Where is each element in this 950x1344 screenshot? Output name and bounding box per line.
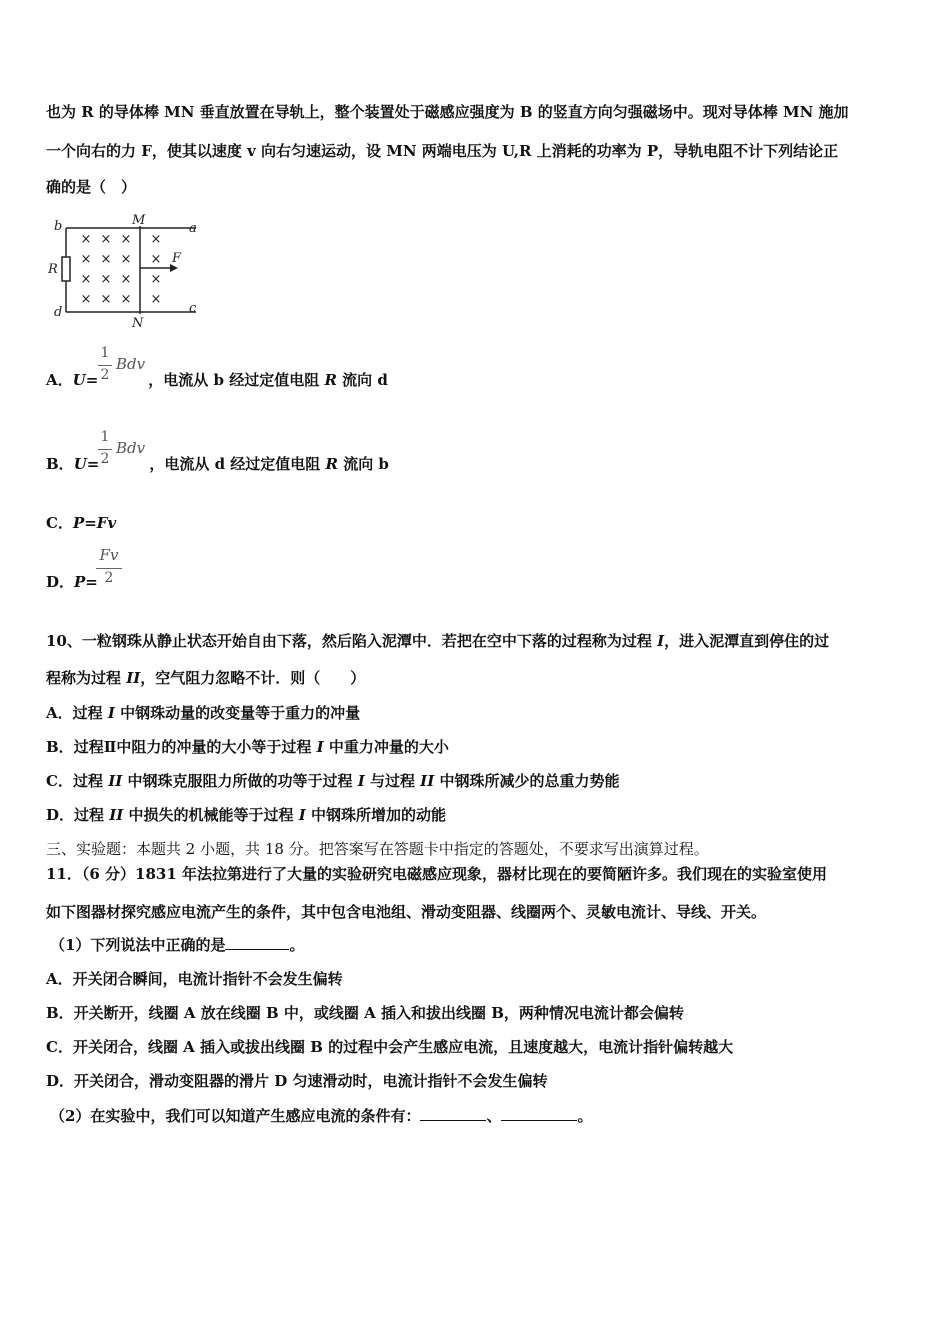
option-letter: D． xyxy=(46,806,75,824)
field-cross: × xyxy=(80,252,92,267)
variable: R xyxy=(325,455,338,473)
field-cross: × xyxy=(120,232,132,247)
label-b: b xyxy=(54,219,63,234)
field-cross: × xyxy=(100,272,112,287)
field-cross: × xyxy=(80,232,92,247)
fraction-bar xyxy=(96,568,122,569)
fraction-factor: Bdv xyxy=(116,439,146,457)
field-cross: × xyxy=(100,292,112,307)
variable: P= xyxy=(74,573,98,591)
variable: U= xyxy=(73,455,100,473)
q10-option-a[interactable] xyxy=(46,703,360,723)
option-text: 中重力冲量的大小 xyxy=(323,738,449,756)
field-cross: × xyxy=(80,272,92,287)
label-f: F xyxy=(172,251,182,266)
option-text: ，电流从 d 经过定值电阻 xyxy=(149,455,326,473)
numerator: Fv xyxy=(99,546,119,564)
q11-stem-line-2: 如下图器材探究感应电流产生的条件，其中包含电池组、滑动变阻器、线圈两个、灵敏电流计、导线、开关。 xyxy=(46,903,767,921)
section-3-header: 三、实验题：本题共 2 小题，共 18 分。把答案写在答题卡中指定的答题处，不要求写出演算过程。 xyxy=(46,840,709,858)
stem-text: ，进入泥潭直到停住的过 xyxy=(664,632,830,650)
label-n: N xyxy=(132,316,144,331)
field-cross: × xyxy=(150,272,162,287)
sub-question-text: 。 xyxy=(289,936,305,954)
option-text: 中钢珠克服阻力所做的功等于过程 xyxy=(122,772,358,790)
variable: U= xyxy=(72,371,99,389)
q11-sub1 xyxy=(50,935,304,955)
q9-stem-line-3: 确的是（ ） xyxy=(46,178,137,196)
option-text: ，电流从 b 经过定值电阻 xyxy=(148,371,325,389)
field-cross: × xyxy=(150,252,162,267)
process-label: I xyxy=(657,632,665,650)
q11-option-c[interactable]: C．开关闭合，线圈 A 插入或拔出线圈 B 的过程中会产生感应电流，且速度越大，电流计指针偏转越大 xyxy=(46,1038,734,1056)
process-label: II xyxy=(126,669,141,687)
option-text: 过程 xyxy=(72,772,109,790)
numerator: 1 xyxy=(100,345,110,361)
variable: R xyxy=(324,371,337,389)
denominator: 2 xyxy=(100,451,110,467)
option-text: 中钢珠动量的改变量等于重力的冲量 xyxy=(114,704,361,722)
option-letter: B． xyxy=(46,738,74,756)
fraction-bar xyxy=(98,449,112,450)
option-letter: C． xyxy=(46,514,73,532)
separator: 、 xyxy=(486,1107,502,1125)
denominator: 2 xyxy=(104,570,114,586)
rail-circuit-diagram xyxy=(44,212,208,332)
q11-option-a[interactable]: A．开关闭合瞬间，电流计指针不会发生偏转 xyxy=(46,970,343,988)
option-text: 流向 b xyxy=(337,455,389,473)
field-cross: × xyxy=(80,292,92,307)
field-cross: × xyxy=(150,232,162,247)
q9-option-d[interactable] xyxy=(46,572,98,592)
answer-blank-2[interactable] xyxy=(420,1106,486,1121)
q9-option-c[interactable] xyxy=(46,513,116,533)
option-letter: A． xyxy=(46,371,73,389)
q10-option-b[interactable] xyxy=(46,737,449,757)
field-cross: × xyxy=(150,292,162,307)
stem-text: ，空气阻力忽略不计．则（ ） xyxy=(140,669,366,687)
option-text: 过程Ⅱ中阻力的冲量的大小等于过程 xyxy=(73,738,317,756)
process-label: II xyxy=(109,806,124,824)
field-cross: × xyxy=(100,252,112,267)
expression: P=Fv xyxy=(72,514,117,532)
option-letter: D． xyxy=(46,573,75,591)
field-cross: × xyxy=(120,252,132,267)
option-letter: C． xyxy=(46,772,73,790)
option-text: 过程 xyxy=(72,704,108,722)
option-text: 流向 d xyxy=(336,371,388,389)
q11-option-d[interactable]: D．开关闭合，滑动变阻器的滑片 D 匀速滑动时，电流计指针不会发生偏转 xyxy=(46,1072,548,1090)
q11-sub2 xyxy=(50,1106,592,1126)
process-label: II xyxy=(108,772,123,790)
process-label: I xyxy=(316,738,324,756)
option-text: 中钢珠所减少的总重力势能 xyxy=(434,772,620,790)
process-label: I xyxy=(357,772,365,790)
answer-blank-1[interactable] xyxy=(225,935,289,950)
process-label: I xyxy=(298,806,306,824)
label-r: R xyxy=(48,262,58,277)
label-d: d xyxy=(54,305,63,320)
sub-question-text: 。 xyxy=(577,1107,593,1125)
option-letter: B． xyxy=(46,455,74,473)
label-a: a xyxy=(189,221,197,236)
resistor-symbol xyxy=(62,257,70,281)
option-text: 过程 xyxy=(74,806,110,824)
sub-question-text: （1）下列说法中正确的是 xyxy=(50,936,226,954)
stem-text: 程称为过程 xyxy=(46,669,127,687)
q10-stem-line-1 xyxy=(46,631,829,651)
q9-stem-line-2: 一个向右的力 F，使其以速度 v 向右匀速运动，设 MN 两端电压为 U,R 上消耗的功率为 P，导轨电阻不计下列结论正 xyxy=(46,142,839,160)
q10-option-c[interactable] xyxy=(46,771,619,791)
option-text: 中钢珠所增加的动能 xyxy=(305,806,447,824)
q10-stem-line-2 xyxy=(46,668,365,688)
q11-stem-line-1: 11．（6 分）1831 年法拉第进行了大量的实验研究电磁感应现象，器材比现在的要简陋许多。我们现在的实验室使用 xyxy=(46,865,828,883)
field-cross: × xyxy=(100,232,112,247)
field-cross: × xyxy=(120,272,132,287)
fraction-bar xyxy=(98,365,112,366)
option-text: 中损失的机械能等于过程 xyxy=(123,806,299,824)
denominator: 2 xyxy=(100,367,110,383)
label-m: M xyxy=(132,213,146,228)
process-label: II xyxy=(420,772,435,790)
q11-option-b[interactable]: B．开关断开，线圈 A 放在线圈 B 中，或线圈 A 插入和拔出线圈 B，两种情况电流计都会偏转 xyxy=(46,1004,684,1022)
answer-blank-3[interactable] xyxy=(501,1106,577,1121)
fraction-factor: Bdv xyxy=(116,355,146,373)
label-c: c xyxy=(189,301,197,316)
field-cross: × xyxy=(120,292,132,307)
sub-question-text: （2）在实验中，我们可以知道产生感应电流的条件有： xyxy=(50,1107,421,1125)
option-text: 与过程 xyxy=(364,772,421,790)
stem-text: 10、一粒钢珠从静止状态开始自由下落，然后陷入泥潭中．若把在空中下落的过程称为过程 xyxy=(46,632,658,650)
q9-stem-line-1: 也为 R 的导体棒 MN 垂直放置在导轨上，整个装置处于磁感应强度为 B 的竖直方向匀强磁场中。现对导体棒 MN 施加 xyxy=(46,103,849,121)
q10-option-d[interactable] xyxy=(46,805,446,825)
numerator: 1 xyxy=(100,429,110,445)
process-label: I xyxy=(107,704,115,722)
option-letter: A． xyxy=(46,704,73,722)
